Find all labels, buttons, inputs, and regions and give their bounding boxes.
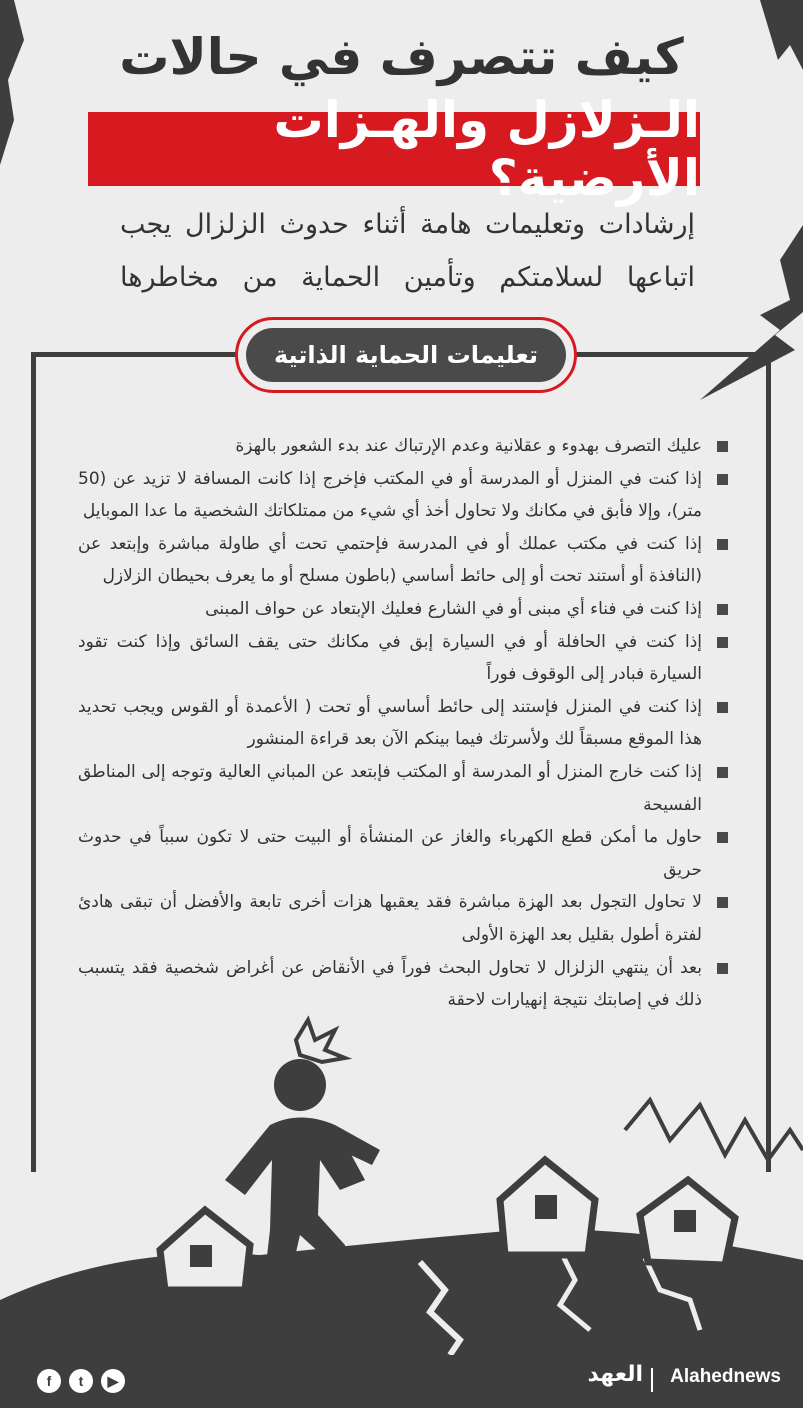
brand-name[interactable]: Alahednews <box>670 1366 781 1387</box>
list-item <box>78 952 728 1017</box>
list-item <box>78 593 728 626</box>
list-item <box>78 626 728 691</box>
bullet-icon <box>717 604 728 615</box>
list-item <box>78 528 728 593</box>
instruction-text: إذا كنت في فناء أي مبنى أو في الشارع فعليك الإبتعاد عن حواف المبنى <box>205 598 702 619</box>
list-item <box>78 691 728 756</box>
youtube-icon[interactable]: ▶ <box>101 1369 125 1393</box>
bullet-icon <box>717 441 728 452</box>
bullet-icon <box>717 832 728 843</box>
instruction-text: بعد أن ينتهي الزلزال لا تحاول البحث فوراً في الأنقاض عن أغراض شخصية فقد يتسبب ذلك في إصابتك نتيجة إنهيارات لاحقة <box>78 957 702 1011</box>
bullet-icon <box>717 897 728 908</box>
instruction-text: إذا كنت في المنزل فإستند إلى حائط أساسي أو تحت ( الأعمدة أو القوس ويجب تحديد هذا الموقع مسبقاً لك ولأسرتك فيما بينكم الآن بعد قراءة المنشور <box>78 696 702 750</box>
bullet-icon <box>717 637 728 648</box>
list-item <box>78 886 728 951</box>
bullet-icon <box>717 963 728 974</box>
title-banner <box>88 91 700 207</box>
house-middle <box>500 1160 595 1255</box>
list-item <box>78 821 728 886</box>
list-item <box>78 756 728 821</box>
subtitle: إرشادات وتعليمات هامة أثناء حدوث الزلزال يجب اتباعها لسلامتكم وتأمين الحماية من مخاطرها <box>120 209 695 293</box>
section-title: تعليمات الحماية الذاتية <box>274 341 538 369</box>
instruction-text: حاول ما أمكن قطع الكهرباء والغاز عن المنشأة أو البيت حتى لا تكون سبباً في حدوث حريق <box>78 827 702 880</box>
title-line2: الـزلازل والهـزات الأرضية؟ <box>273 91 700 207</box>
instruction-text: إذا كنت خارج المنزل أو المدرسة أو المكتب فإبتعد عن المباني العالية وتوجه إلى المناطق الفسيحة <box>78 761 702 815</box>
title-line1: كيف تتصرف في حالات <box>119 28 684 86</box>
instruction-text: إذا كنت في المنزل أو المدرسة أو في المكتب فإخرج إذا كانت المسافة لا تزيد عن (50 متر)، وإلا فأبق في مكانك ولا تحاول أخذ أي شيء من ممتلكاتك الشخصية ما عدا الموبايل <box>78 468 702 522</box>
section-pill <box>246 328 566 382</box>
instruction-text: لا تحاول التجول بعد الهزة مباشرة فقد يعقبها هزات أخرى تابعة والأفضل أن تبقى هادئ لفترة أطول بقليل بعد الهزة الأولى <box>78 892 702 945</box>
house-left <box>160 1210 250 1290</box>
instruction-text: إذا كنت في الحافلة أو في السيارة إبق في مكانك حتى يقف السائق وإذا كنت تقود السيارة فبادر إلى الوقوف فوراً <box>78 631 702 685</box>
facebook-icon[interactable]: f <box>37 1369 61 1393</box>
bullet-icon <box>717 702 728 713</box>
footer-divider <box>651 1368 653 1392</box>
brand-logo[interactable]: العهد <box>587 1362 643 1387</box>
section-header <box>235 317 577 393</box>
list-item <box>78 430 728 463</box>
twitter-icon[interactable]: t <box>69 1369 93 1393</box>
instructions-list <box>78 430 728 1017</box>
list-item <box>78 463 728 528</box>
bullet-icon <box>717 767 728 778</box>
bullet-icon <box>717 474 728 485</box>
house-right <box>640 1180 735 1265</box>
instruction-text: إذا كنت في مكتب عملك أو في المدرسة فإحتمي تحت أي طاولة مباشرة وإبتعد عن (النافذة أو أستند تحت أو إلى حائط أساسي (باطون مسلح أو ما يعرف بحيطان الزلازل <box>78 533 702 587</box>
instruction-text: عليك التصرف بهدوء و عقلانية وعدم الإرتباك عند بدء الشعور بالهزة <box>235 436 702 456</box>
bullet-icon <box>717 539 728 550</box>
